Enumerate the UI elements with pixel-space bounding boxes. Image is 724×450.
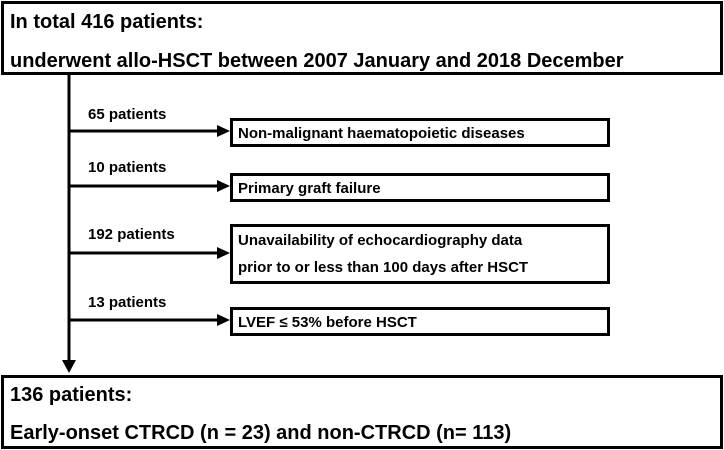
branch-arrowhead-1 — [217, 125, 230, 137]
exclusion-reason-3-line-2: prior to or less than 100 days after HSCT — [238, 259, 529, 276]
exclusion-box-3 — [230, 224, 610, 284]
main-arrowhead — [62, 360, 76, 373]
total-patients-heading: In total 416 patients: — [10, 11, 204, 33]
exclusion-count-4: 13 patients — [88, 294, 167, 311]
exclusion-reason-4: LVEF ≤ 53% before HSCT — [238, 314, 417, 331]
exclusion-count-1: 65 patients — [88, 106, 167, 123]
final-cohort-heading: 136 patients: — [10, 384, 133, 406]
final-cohort-box — [1, 375, 723, 449]
total-patients-box — [1, 1, 723, 75]
final-cohort-description: Early-onset CTRCD (n = 23) and non-CTRCD (n= 113) — [10, 422, 512, 444]
exclusion-count-2: 10 patients — [88, 159, 167, 176]
branch-arrowhead-2 — [217, 180, 230, 192]
exclusion-box-2 — [230, 173, 610, 202]
exclusion-reason-3-line-1: Unavailability of echocardiography data — [238, 232, 523, 249]
exclusion-count-3: 192 patients — [88, 226, 175, 243]
exclusion-reason-1: Non-malignant haematopoietic diseases — [238, 125, 525, 142]
branch-arrowhead-4 — [217, 314, 230, 326]
exclusion-box-1 — [230, 118, 610, 147]
branch-arrowhead-3 — [217, 247, 230, 259]
exclusion-reason-2: Primary graft failure — [238, 180, 381, 197]
total-patients-description: underwent allo-HSCT between 2007 January and 2018 December — [10, 50, 624, 72]
exclusion-box-4 — [230, 307, 610, 336]
